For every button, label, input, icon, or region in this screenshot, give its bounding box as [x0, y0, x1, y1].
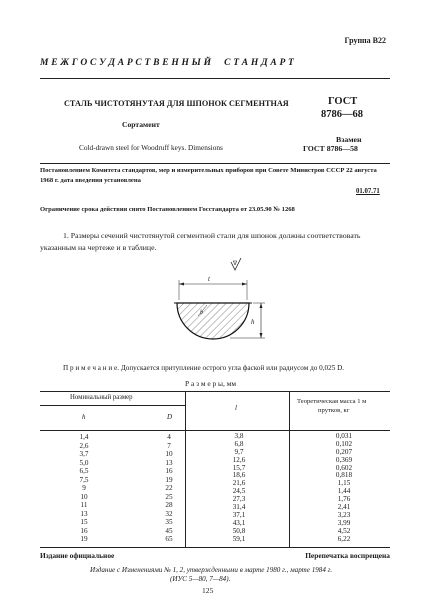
cell-l: 9,7	[234, 447, 244, 456]
cell-h: 5,0	[79, 458, 89, 467]
cell-mass: 0,207	[335, 447, 353, 456]
subtitle-ru: Сортамент	[122, 120, 160, 129]
cell-D: 65	[165, 535, 173, 543]
cell-mass: 6,22	[337, 534, 351, 543]
decree-date: 01.07.71	[356, 188, 380, 195]
header-mass-line2: прутков, кг	[318, 407, 350, 414]
cell-mass: 1,44	[337, 487, 351, 496]
header-D: D	[167, 413, 173, 421]
group-label: Группа В22	[344, 36, 386, 45]
roughness-symbol: ∇	[233, 261, 238, 267]
cell-h: 2,6	[79, 441, 89, 450]
replaces-label: Взамен	[336, 135, 362, 144]
cell-h: 15	[80, 518, 88, 526]
cell-mass: 3,99	[337, 518, 351, 527]
cell-mass: 0,031	[335, 432, 353, 440]
page-number: 125	[202, 586, 214, 595]
reprint-prohibited: Перепечатка воспрещена	[305, 551, 390, 560]
cell-h: 19	[80, 535, 88, 543]
cell-D: 13	[165, 458, 173, 467]
cell-mass: 2,41	[337, 503, 351, 512]
cell-mass: 1,15	[337, 479, 351, 488]
cell-h: 16	[80, 526, 88, 535]
cell-l: 15,7	[232, 463, 246, 472]
title-rule	[40, 163, 390, 164]
cell-l: 43,1	[232, 518, 246, 527]
cell-l: 6,8	[234, 439, 244, 448]
cell-D: 25	[165, 492, 173, 501]
cell-D: 16	[165, 467, 173, 475]
banner-rule	[40, 78, 390, 79]
cell-l: 3,8	[234, 432, 244, 440]
cell-h: 9	[82, 484, 86, 492]
cell-D: 28	[165, 501, 173, 509]
paragraph-1-line2: указанным на чертеже и в таблице.	[40, 243, 157, 252]
cell-mass: 0,602	[335, 463, 353, 472]
cell-h: 13	[80, 509, 88, 518]
cell-l: 18,6	[232, 471, 246, 480]
cell-D: 7	[167, 441, 171, 450]
cell-l: 12,6	[232, 455, 246, 464]
cell-mass: 1,76	[337, 495, 351, 504]
cell-D: 35	[165, 518, 173, 526]
gost-label: ГОСТ	[328, 96, 358, 107]
cell-h: 10	[80, 492, 88, 501]
cell-D: 19	[165, 475, 173, 484]
cell-h: 6,5	[79, 467, 89, 475]
dim-h-label: h	[251, 318, 255, 326]
cell-l: 27,3	[232, 495, 246, 504]
segment-cross-section-drawing	[160, 256, 280, 358]
cell-D: 22	[165, 484, 173, 492]
gost-number: 8786—68	[321, 109, 363, 120]
title-ru: СТАЛЬ ЧИСТОТЯНУТАЯ ДЛЯ ШПОНОК СЕГМЕНТНАЯ	[64, 99, 289, 108]
replaces-value: ГОСТ 8786—58	[303, 144, 358, 153]
cell-D: 45	[165, 526, 173, 535]
header-l: l	[235, 404, 237, 412]
cell-D: 4	[167, 433, 171, 441]
paragraph-1-line1: 1. Размеры сечений чистотянутой сегментной стали для шпонок должны соответствовать	[63, 231, 361, 240]
column-mass	[327, 433, 361, 543]
restriction-note: Ограничение срока действия снято Постановлением Госстандарта от 23.05.90 № 1268	[40, 206, 295, 213]
decree-line1: Постановлением Комитета стандартов, мер и измерительных приборов при Совете Министров СССР 22 августа	[40, 167, 377, 174]
title-en: Cold-drawn steel for Woodruff keys. Dimensions	[79, 143, 223, 152]
dim-t-label: t	[208, 275, 210, 283]
header-h: h	[82, 413, 86, 421]
note: П р и м е ч а н и е. Допускается притупление острого угла фаской или радиусом до 0,025 D.	[63, 364, 345, 372]
cell-h: 3,7	[79, 450, 89, 458]
cell-l: 37,1	[232, 510, 246, 519]
amendments-line1: Издание с Изменениями № 1, 2, утвержденными в марте 1980 г., марте 1984 г.	[90, 566, 333, 574]
cell-l: 21,6	[232, 479, 246, 488]
amendments-line2: (ИУС 5—80, 7—84).	[170, 575, 231, 583]
cell-mass: 4,52	[337, 526, 351, 535]
standard-banner: М Е Ж Г О С У Д А Р С Т В Е Н Н Ы Й С Т А Н Д А Р Т	[40, 58, 295, 68]
cell-mass: 0,818	[335, 471, 353, 480]
cell-l: 24,5	[232, 487, 246, 496]
cell-l: 59,1	[232, 534, 246, 543]
official-edition: Издание официальное	[40, 551, 115, 560]
cell-l: 50,8	[232, 526, 246, 535]
header-mass-line1: Теоретическая масса 1 м	[297, 398, 367, 405]
cell-h: 1,4	[79, 433, 89, 441]
dim-b-label: b	[200, 310, 203, 316]
cell-D: 10	[165, 450, 173, 458]
decree-line2: 1968 г. дата введения установлена	[40, 177, 141, 184]
cell-mass: 3,23	[337, 510, 351, 519]
header-nominal-size: Номинальный размер	[70, 394, 133, 401]
column-l	[224, 433, 254, 543]
column-h	[70, 433, 98, 544]
cell-l: 31,4	[232, 503, 246, 512]
column-D	[156, 433, 182, 544]
dimensions-caption: Р а з м е р ы, мм	[185, 379, 237, 388]
cell-D: 32	[165, 509, 173, 518]
cell-h: 7,5	[79, 475, 89, 484]
cell-mass: 0,102	[335, 439, 353, 448]
cell-h: 11	[80, 501, 88, 509]
cell-mass: 0,369	[335, 455, 353, 464]
